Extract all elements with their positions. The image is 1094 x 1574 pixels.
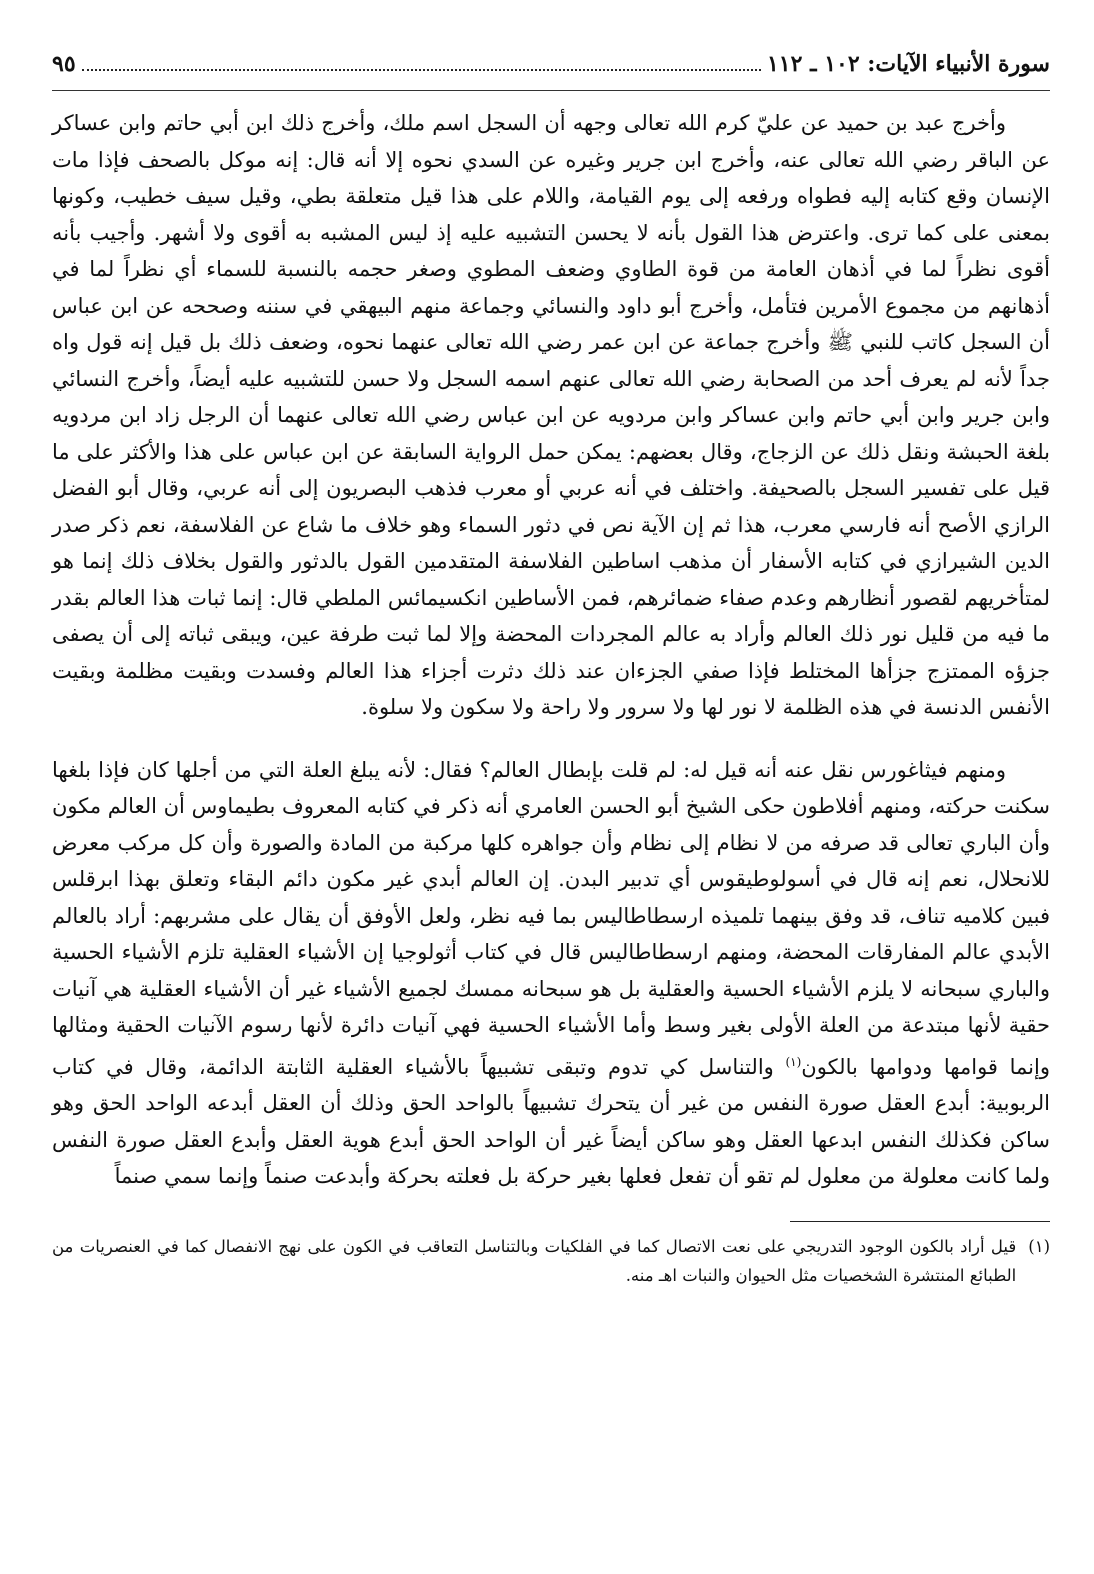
footnote-text: قيل أراد بالكون الوجود التدريجي على نعت الاتصال كما في الفلكيات وبالتناسل التعاقب في الكون على نهج الانفصال كما في العنصريات من الطبائع المنتشرة الشخصيات مثل الحيوان والنبات اهـ منه. <box>52 1236 1017 1285</box>
paragraph <box>52 752 1050 1195</box>
book-page <box>52 48 1050 1290</box>
paragraph-text-continued: والتناسل كي تدوم وتبقى تشبيهاً بالأشياء العقلية الثابتة الدائمة، وقال في كتاب الربوبية: أبدع العقل صورة النفس من غير أن يتحرك تشبيهاً بالواحد الحق وذلك أن العقل أبدعه الواحد الحق وهو ساكن فكذلك النفس ابدعها العقل وهو ساكن أيضاً غير أن الواحد الحق أبدع هوية العقل وأبدع العقل صورة النفس ولما كانت معلولة من معلول لم تقو أن تفعل فعلها بغير حركة بل فعلته بحركة وأبدعت صنماً وإنما سمي صنماً <box>52 1054 1050 1188</box>
footnote-separator <box>52 1221 1050 1222</box>
paragraph-text: ومنهم فيثاغورس نقل عنه أنه قيل له: لم قلت بإبطال العالم؟ فقال: لأنه يبلغ العلة التي من أجلها كان فإذا بلغها سكنت حركته، ومنهم أفلاطون حكى الشيخ أبو الحسن العامري أنه ذكر في كتابه المعروف بطيماوس أن العالم مكون وأن الباري تعالى قد صرفه من لا نظام إلى نظام وأن جواهره كلها مركبة من المادة والصورة وأن كل مركب معرض للانحلال، نعم إنه قال في أسولوطيقوس أي تدبير البدن. إن العالم أبدي غير مكون دائم البقاء وتعلق بهذا ابرقلس فبين كلاميه تناف، قد وفق بينهما تلميذه ارسطاطاليس بما فيه نظر، ولعل الأوفق أن يقال على مشربهم: أراد بالعالم الأبدي عالم المفارقات المحضة، ومنهم ارسطاطاليس قال في كتاب أثولوجيا إن الأشياء العقلية تلزم الأشياء الحسية والباري سبحانه لا يلزم الأشياء الحسية والعقلية بل هو سبحانه ممسك لجميع الأشياء غير أن الأشياء العقلية هي آنيات حقية لأنها مبتدعة من العلة الأولى بغير وسط وأما الأشياء الحسية فهي آنيات دائرة لأنها رسوم الآنيات الحقية ومثالها وإنما قوامها ودوامها بالكون <box>52 757 1050 1079</box>
footnote-rule <box>790 1221 1050 1222</box>
header-dotted-leader <box>82 68 761 71</box>
page-number: ٩٥ <box>52 51 76 77</box>
footnote-marker: (١) <box>1028 1236 1050 1256</box>
header-surah-title: سورة الأنبياء الآيات: ١٠٢ ـ ١١٢ <box>766 51 1050 77</box>
paragraph: وأخرج عبد بن حميد عن عليّ كرم الله تعالى وجهه أن السجل اسم ملك، وأخرج ذلك ابن أبي حاتم وابن عساكر عن الباقر رضي الله تعالى عنه، وأخرج ابن جرير وغيره عن السدي نحوه إلا أنه قال: إنه موكل بالصحف فإذا مات الإنسان وقع كتابه إليه فطواه ورفعه إلى يوم القيامة، واللام على هذا قيل متعلقة بطي، وقيل سيف خطيب، وكونها بمعنى على كما ترى. واعترض هذا القول بأنه لا يحسن التشبيه عليه إذ ليس المشبه به أقوى ولا أشهر. وأجيب بأنه أقوى نظراً لما في أذهان العامة من قوة الطاوي وضعف المطوي وصغر حجمه بالنسبة للسماء أي نظراً لما في أذهانهم من مجموع الأمرين فتأمل، وأخرج أبو داود والنسائي وجماعة منهم البيهقي في سننه وصححه عن ابن عباس أن السجل كاتب للنبي ﷺ وأخرج جماعة عن ابن عمر رضي الله تعالى عنهما نحوه، وضعف ذلك بل قيل إنه قول واه جداً لأنه لم يعرف أحد من الصحابة رضي الله تعالى عنهم اسمه السجل ولا حسن للتشبيه عليه أيضاً، وأخرج النسائي وابن جرير وابن أبي حاتم وابن عساكر وابن مردويه عن ابن عباس رضي الله تعالى عنهما أن الرجل زاد ابن مردويه بلغة الحبشة ونقل ذلك عن الزجاج، وقال بعضهم: يمكن حمل الرواية السابقة عن ابن عباس على هذا والأكثر على ما قيل على تفسير السجل بالصحيفة. واختلف في أنه عربي أو معرب فذهب البصريون إلى أنه عربي، وقال أبو الفضل الرازي الأصح أنه فارسي معرب، هذا ثم إن الآية نص في دثور السماء وهو خلاف ما شاع عن الفلاسفة، نعم ذكر صدر الدين الشيرازي في كتابه الأسفار أن مذهب اساطين الفلاسفة المتقدمين القول بالدثور والقول بخلاف ذلك إنما هو لمتأخريهم لقصور أنظارهم وعدم صفاء ضمائرهم، فمن الأساطين انكسيمائس الملطي قال: إنما ثبات هذا العالم بقدر ما فيه من قليل نور ذلك العالم وأراد به عالم المجردات المحضة وإلا لما ثبت طرفة عين، ويبقى ثباته إلى أن يصفى جزؤه الممتزج جزأها المختلط فإذا صفي الجزءان عند ذلك دثرت أجزاء هذا العالم وفسدت وبقيت مظلمة وبقيت الأنفس الدنسة في هذه الظلمة لا نور لها ولا سرور ولا راحة ولا سكون ولا سلوة. <box>52 111 1050 719</box>
running-header <box>52 48 1050 88</box>
main-text <box>52 105 1050 1195</box>
footnote <box>52 1232 1050 1290</box>
header-rule <box>52 90 1050 91</box>
footnote-reference: (١) <box>785 1054 802 1069</box>
